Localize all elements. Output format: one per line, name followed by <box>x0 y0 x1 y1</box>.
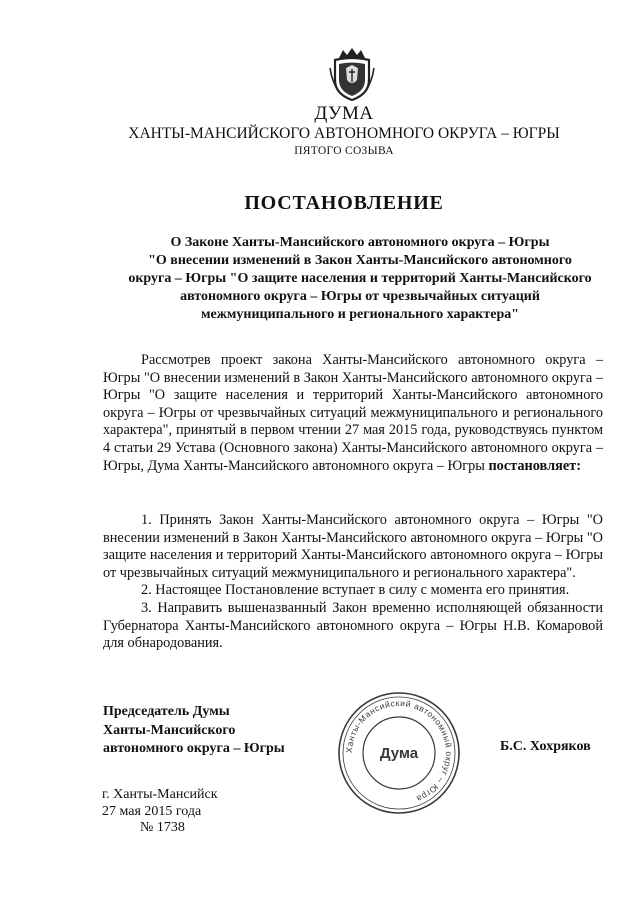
stamp-center-text: Дума <box>379 745 419 762</box>
preamble-paragraph <box>103 352 603 475</box>
subject-line: автономного округа – Югры от чрезвычайных ситуаций <box>180 289 540 304</box>
signatory-position-line: Председатель Думы <box>103 704 230 719</box>
stamp-ring-text: Ханты-Мансийский автономный округ – Югра <box>343 697 455 805</box>
official-stamp <box>334 688 464 818</box>
subject-line: О Законе Ханты-Мансийского автономного округа – Югры <box>170 235 550 250</box>
resolution-item: 1. Принять Закон Ханты-Мансийского автономного округа – Югры "О внесении изменений в Закон Ханты-Мансийского автономного округа – Югры "О защите населения и территорий Ханты-Мансийского автономного округа – Югры от чрезвычайных ситуаций межмуниципального и регионального характера". <box>103 512 603 581</box>
place: г. Ханты-Мансийск <box>102 787 218 802</box>
org-name-line2: ХАНТЫ-МАНСИЙСКОГО АВТОНОМНОГО ОКРУГА – ЮГРЫ <box>128 125 560 142</box>
subject-line: "О внесении изменений в Закон Ханты-Мансийского автономного <box>148 253 572 268</box>
signatory-name: Б.С. Хохряков <box>500 739 591 754</box>
signatory-position-line: автономного округа – Югры <box>103 741 285 756</box>
subject-line: межмуниципального и регионального характера" <box>200 307 520 322</box>
preamble-text: Рассмотрев проект закона Ханты-Мансийского автономного округа – Югры "О внесении изменений в Закон Ханты-Мансийского автономного округа – Югры "О защите населения и территорий Ханты-Мансийского автономного округа – Югры от чрезвычайных ситуаций межмуниципального и регионального характера", принятый в первом чтении 27 мая 2015 года, руководствуясь пунктом 4 статьи 29 Устава (Основного закона) Ханты-Мансийского автономного округа – Югры, Дума Ханты-Мансийского автономного округа – Югры <box>103 352 603 474</box>
org-convocation: ПЯТОГО СОЗЫВА <box>294 145 394 157</box>
resolution-items <box>103 512 603 653</box>
signatory-position <box>103 703 285 759</box>
resolves-word: постановляет: <box>488 457 581 474</box>
resolution-item: 3. Направить вышеназванный Закон временно исполняющей обязанности Губернатора Ханты-Мансийского автономного округа – Югры Н.В. Комаровой для обнародования. <box>103 599 603 652</box>
coat-of-arms-icon <box>329 46 375 102</box>
subject-line: округа – Югры "О защите населения и территорий Ханты-Мансийского <box>128 271 592 286</box>
org-name-line1: ДУМА <box>314 103 374 124</box>
document-type-title: ПОСТАНОВЛЕНИЕ <box>244 192 444 214</box>
document-subject <box>100 234 620 324</box>
document-number: № 1738 <box>140 820 185 835</box>
resolution-item: 2. Настоящее Постановление вступает в силу с момента его принятия. <box>141 582 570 599</box>
document-place-date <box>102 787 218 837</box>
date: 27 мая 2015 года <box>102 803 202 819</box>
signatory-position-line: Ханты-Мансийского <box>103 722 236 738</box>
